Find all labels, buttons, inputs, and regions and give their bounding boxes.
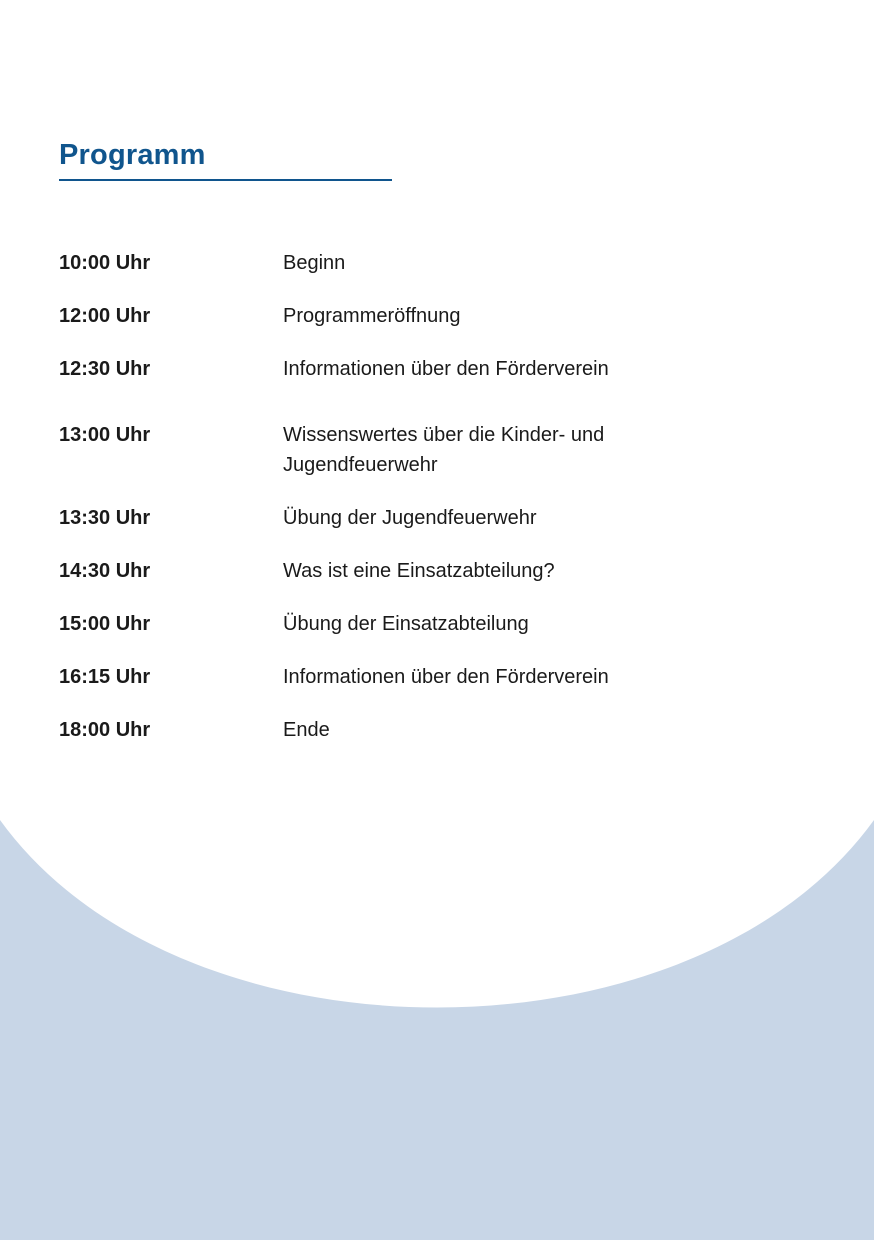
schedule-row [59, 248, 819, 278]
schedule-row [59, 715, 819, 745]
title-block [59, 140, 392, 181]
schedule-time: 15:00 Uhr [59, 613, 151, 635]
schedule-description: Informationen über den Förderverein [283, 358, 609, 380]
schedule-time: 13:30 Uhr [59, 507, 151, 529]
schedule-time: 10:00 Uhr [59, 252, 151, 274]
schedule-description: Programmeröffnung [283, 305, 461, 327]
schedule-row [59, 609, 819, 639]
page-title: Programm [59, 139, 206, 171]
schedule-time: 13:00 Uhr [59, 424, 151, 446]
schedule-description: Wissenswertes über die Kinder- und Jugendfeuerwehr [283, 424, 605, 476]
schedule-time: 12:00 Uhr [59, 305, 151, 327]
schedule-row [59, 662, 819, 692]
schedule-description: Übung der Jugendfeuerwehr [283, 507, 537, 529]
schedule-description: Beginn [283, 252, 346, 274]
title-underline [59, 179, 392, 181]
schedule-time: 18:00 Uhr [59, 719, 151, 741]
wave-decoration [0, 820, 874, 1240]
schedule-description: Informationen über den Förderverein [283, 666, 609, 688]
schedule-time: 16:15 Uhr [59, 666, 151, 688]
schedule-description: Übung der Einsatzabteilung [283, 613, 529, 635]
schedule-row [59, 556, 819, 586]
schedule-row [59, 420, 819, 480]
schedule-row [59, 503, 819, 533]
schedule-list [59, 248, 819, 768]
schedule-row [59, 301, 819, 331]
schedule-description: Was ist eine Einsatzabteilung? [283, 560, 555, 582]
schedule-row [59, 354, 819, 384]
schedule-description: Ende [283, 719, 330, 741]
schedule-time: 14:30 Uhr [59, 560, 151, 582]
schedule-time: 12:30 Uhr [59, 358, 151, 380]
